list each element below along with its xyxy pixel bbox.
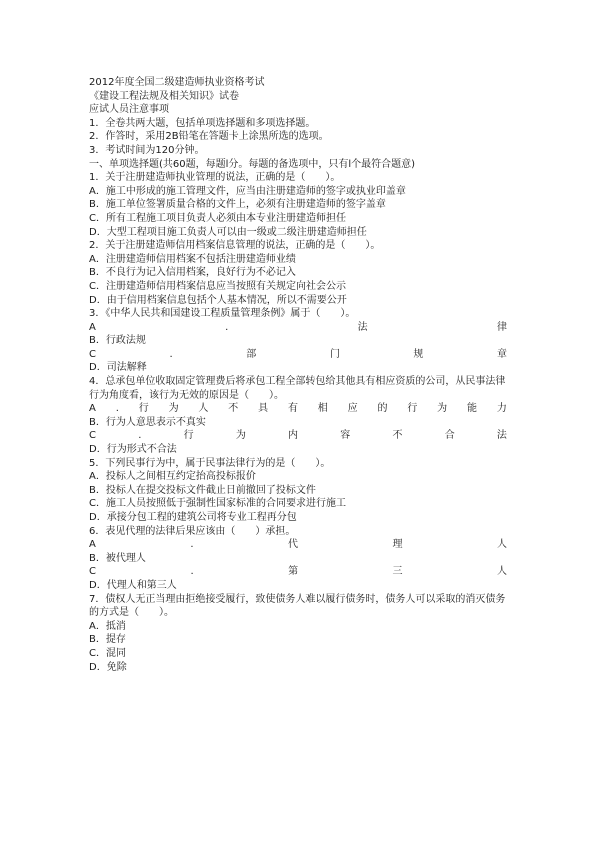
option-d: D．司法解释 xyxy=(89,362,147,374)
option-c: C．注册建造师信用档案信息应当按照有关规定向社会公示 xyxy=(89,280,346,292)
option-d: D．承接分包工程的建筑公司将专业工程再分包 xyxy=(89,512,297,523)
option-a-justified: A . 法 律 xyxy=(89,321,507,333)
question-stem: 6．表见代理的法律后果应该由（ ）承担。 xyxy=(89,525,296,537)
option-a: A．施工中形成的施工管理文件，应当由注册建造师的签字或执业印盖章 xyxy=(89,185,406,197)
section-heading: 一、单项选择题(共60题，每题l分。每题的备选项中，只有l个最符合题意) xyxy=(89,158,416,170)
option-a-justified: A . 代 理 人 xyxy=(89,539,507,551)
option-c-justified: C . 第 三 人 xyxy=(89,566,507,578)
option-d: D．大型工程项目施工负责人可以由一级或二级注册建造师担任 xyxy=(89,226,367,238)
option-a-justified: A . 行 为 人 不 具 有 相 应 的 行 为 能 力 xyxy=(89,403,507,415)
option-b: B．被代理人 xyxy=(89,552,146,564)
notice-item: 3．考试时间为120分钟。 xyxy=(89,144,205,156)
option-c-justified: C . 部 门 规 章 xyxy=(89,348,507,360)
question-stem: 1．关于注册建造师执业管理的说法，正确的是（ ）。 xyxy=(89,172,341,184)
option-b: B．施工单位签署质量合格的文件上，必须有注册建造师的签字盖章 xyxy=(89,199,386,211)
notice-item: 1．全卷共两大题，包括单项选择题和多项选择题。 xyxy=(89,117,316,129)
option-c: C．施工人员按照低于强制性国家标准的合同要求进行施工 xyxy=(89,498,346,510)
option-a: A．抵消 xyxy=(89,620,126,632)
question-stem: 7．债权人无正当理由拒绝接受履行，致使债务人难以履行债务时，债务人可以采取的消灭债务的方式是（ ）。 xyxy=(89,593,506,619)
exam-subject: 《建设工程法规及相关知识》试卷 xyxy=(89,90,239,102)
option-b: B．行政法规 xyxy=(89,335,146,347)
option-b: B．行为人意思表示不真实 xyxy=(89,416,206,428)
option-b: B．投标人在提交投标文件截止日前撤回了投标文件 xyxy=(89,484,316,496)
option-d: D．行为形式不合法 xyxy=(89,444,177,456)
option-b: B．不良行为记入信用档案，良好行为不必记入 xyxy=(89,267,296,279)
option-c-justified: C . 行 为 内 容 不 合 法 xyxy=(89,430,507,442)
notice-item: 2．作答时，采用2B铅笔在答题卡上涂黑所选的选项。 xyxy=(89,131,329,143)
option-a: A．注册建造师信用档案不包括注册建造师业绩 xyxy=(89,253,296,265)
exam-content xyxy=(89,76,507,674)
option-b: B．提存 xyxy=(89,634,126,646)
option-c: C．混同 xyxy=(89,647,126,659)
option-d: D．免除 xyxy=(89,661,127,673)
option-c: C．所有工程施工项目负责人必须由本专业注册建造师担任 xyxy=(89,212,346,224)
exam-title: 2012年度全国二级建造师执业资格考试 xyxy=(89,77,265,88)
option-d: D．代理人和第三人 xyxy=(89,579,177,591)
question-stem: 4．总承包单位收取固定管理费后将承包工程全部转包给其他具有相应资质的公司，从民事法律行为角度看，该行为无效的原因是（ ）。 xyxy=(89,376,506,401)
question-stem: 2．关于注册建造师信用档案信息管理的说法，正确的是（ ）。 xyxy=(89,240,381,252)
question-stem: 5．下列民事行为中，属于民事法律行为的是（ ）。 xyxy=(89,457,331,469)
question-stem: 3．《中华人民共和国建设工程质量管理条例》属于（ ）。 xyxy=(89,308,356,320)
option-a: A．投标人之间相互约定抬高投标报价 xyxy=(89,471,256,483)
option-d: D．由于信用档案信息包括个人基本情况，所以不需要公开 xyxy=(89,294,347,306)
notice-title: 应试人员注意事项 xyxy=(89,104,169,116)
